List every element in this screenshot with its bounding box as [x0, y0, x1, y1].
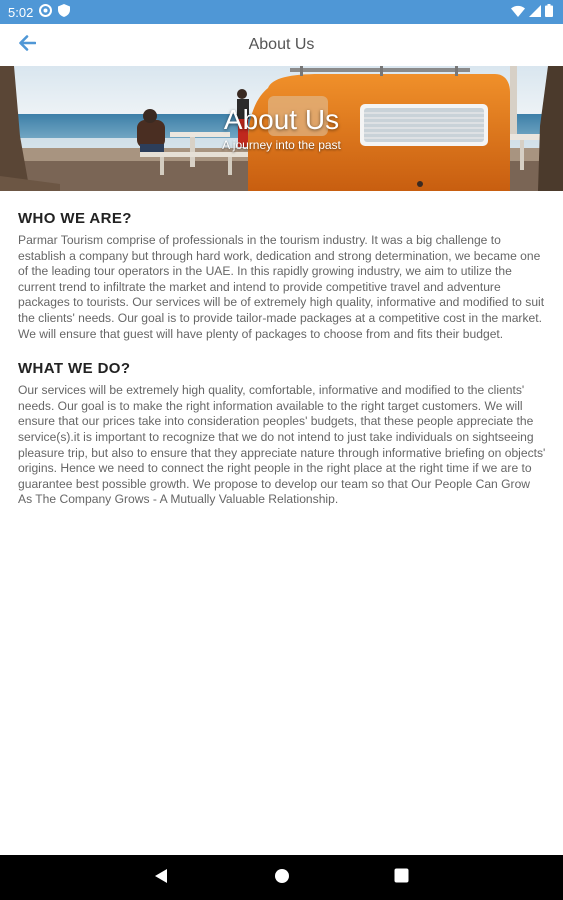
section-heading: WHAT WE DO? — [18, 360, 131, 378]
back-button[interactable] — [14, 32, 40, 58]
section-body: Our services will be extremely high quality, comfortable, informative and modified to the clients' needs. Our goal is to make the right information available to the right target customers. We will ensure that our prices take into consideration peoples' budgets, that these people appreciate the service(s).it is important to recognize that we do not intend to just take individuals on sightseeing pleasure trip, but also to ensure that they appreciate nature through informative briefing on objects' origins. Hence we need to connect the right people in the right place at the right time if we are to guarantee best possible growth. We propose to develop our team so that Our People Can Grow As The Company Grows - A Mutually Valuable Relationship. — [18, 383, 546, 507]
nav-recents-button[interactable] — [390, 867, 412, 889]
wifi-icon — [511, 5, 525, 20]
nav-back-button[interactable] — [150, 867, 172, 889]
status-left — [8, 4, 70, 20]
arrow-back-icon — [18, 35, 36, 56]
status-right — [511, 4, 553, 20]
hero-banner — [0, 66, 563, 191]
status-time: 5:02 — [8, 4, 34, 20]
about-content — [18, 210, 546, 526]
nav-home-button[interactable] — [271, 867, 293, 889]
recents-square-icon — [394, 868, 409, 888]
back-triangle-icon — [154, 868, 168, 889]
status-bar — [0, 0, 563, 24]
home-circle-icon — [274, 868, 290, 889]
shield-icon — [58, 4, 70, 20]
app-bar — [0, 24, 563, 67]
signal-icon — [529, 5, 541, 20]
battery-icon — [545, 4, 553, 20]
data-saver-icon — [39, 4, 52, 20]
page-title: About Us — [248, 36, 315, 53]
navigation-bar — [0, 855, 563, 900]
section-body: Parmar Tourism comprise of professionals in the tourism industry. It was a big challenge to establish a company but through hard work, dedication and strong determination, we became one of the leading tour operators in the UAE. In this rapidly growing industry, we aim to utilize the current trend to infiltrate the market and intend to provide competitive travel and adventure packages to tourists. Our services will be of extremely high quality, informative and modified to suit the clients' needs. Our goal is to provide tailor-made packages at a competitive cost in the market. We will ensure that guest will have plenty of packages to choose from and fits their budget. — [18, 233, 545, 341]
hero-subtitle: A journey into the past — [222, 138, 341, 152]
section-who-we-are — [18, 210, 546, 342]
section-what-we-do — [18, 360, 546, 508]
hero-title: About Us — [223, 104, 340, 135]
section-heading: WHO WE ARE? — [18, 210, 132, 227]
